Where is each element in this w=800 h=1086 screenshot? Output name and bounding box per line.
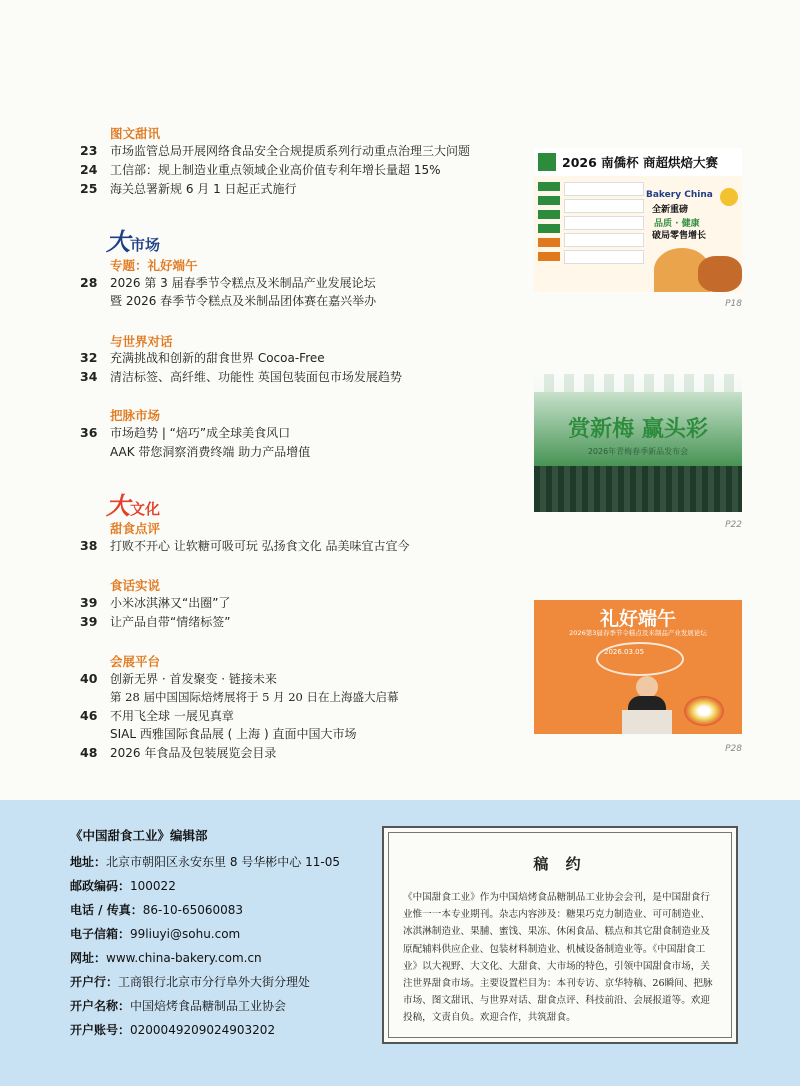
page-number: 34 <box>80 369 98 384</box>
toc-item[interactable] <box>80 594 230 612</box>
website-link[interactable]: www.china-bakery.com.cn <box>106 951 262 965</box>
info-row: 邮政编码：100022 <box>70 879 176 893</box>
page-number: 46 <box>80 708 98 723</box>
notice-text: 《中国甜食工业》作为中国焙烤食品糖制品工业协会会刊，是中国甜食行业惟一一本专业期刊。杂志内容涉及：糖果巧克力制造业、可可制造业、冰淇淋制造业、果脯、蜜饯、果冻、休闲食品、糕点和其它甜食制造业及原配辅料供应企业、包装材料制造业、机械设备制造业等。《中国甜食工业》以大视野、大文化、大甜食、大市场的特色，引领中国甜食市场，关注世界甜食市场。主要设置栏目为：本刊专访、京华特稿、26瞬间、把脉市场、图文甜讯、与世界对话、甜食点评、科技前沿、会展报道等。欢迎投稿，文责自负。欢迎合作，共筑甜食。 <box>403 892 713 1024</box>
toc-item[interactable] <box>80 670 277 688</box>
page-number: 38 <box>80 538 98 553</box>
picture-page-label: P18 <box>725 299 742 309</box>
page-number: 36 <box>80 425 98 440</box>
picture-page-label: P22 <box>725 520 742 530</box>
toc-text: 工信部：规上制造业重点领域企业高价值专利年增长量超 15% <box>110 163 441 177</box>
section-title-review: 甜食点评 <box>110 521 161 536</box>
audience <box>534 466 742 512</box>
section-title-zhuanti: 专题：礼好端午 <box>110 258 198 273</box>
toc-text: 打败不开心 让软糖可吸可玩 弘扬食文化 品美味宜古宜今 <box>110 539 410 553</box>
page-number: 39 <box>80 614 98 629</box>
toc-text: 创新无界 · 首发聚变 · 链接未来 <box>110 672 277 686</box>
toc-text: 2026 第 3 届春季节令糕点及米制品产业发展论坛 <box>110 276 376 290</box>
page-number: 40 <box>80 671 98 686</box>
editorial-title: 《中国甜食工业》编辑部 <box>70 828 208 843</box>
toc-item[interactable] <box>80 368 402 386</box>
email-link[interactable]: 99liuyi@sohu.com <box>130 927 241 941</box>
page-number: 23 <box>80 143 98 158</box>
section-title-pulse: 把脉市场 <box>110 408 161 423</box>
toc-item[interactable] <box>80 161 441 179</box>
toc-text: 充满挑战和创新的甜食世界 Cocoa-Free <box>110 351 325 365</box>
toc-text: 清洁标签、高纤维、功能性 英国包装面包市场发展趋势 <box>110 370 402 384</box>
page-number: 32 <box>80 350 98 365</box>
toc-item[interactable] <box>80 274 376 292</box>
section-title-talk: 食话实说 <box>110 578 161 593</box>
toc-item[interactable] <box>80 180 297 198</box>
toc-item[interactable] <box>80 744 276 762</box>
info-row: 电话 / 传真：86-10-65060083 <box>70 903 244 917</box>
section-title-expo: 会展平台 <box>110 654 161 669</box>
info-row: 开户账号：0200049209024903202 <box>70 1023 276 1037</box>
toc-text: 市场监管总局开展网络食品安全合规提质系列行动重点治理三大问题 <box>110 144 471 158</box>
section-title-world: 与世界对话 <box>110 334 173 349</box>
flower-icon <box>684 696 724 726</box>
page-number: 48 <box>80 745 98 760</box>
toc-subtext: SIAL 西雅国际食品展 ( 上海 ) 直面中国大市场 <box>110 727 357 741</box>
toc-item[interactable] <box>80 142 470 160</box>
heading-market: 大市场 <box>106 227 161 256</box>
toc-item[interactable] <box>80 537 409 555</box>
thumbnail-p28[interactable]: 礼好端午 2026第3届春季节令糕点及米制品产业发展论坛 2026.03.05 <box>534 600 742 734</box>
page-number: 39 <box>80 595 98 610</box>
toc-item[interactable] <box>80 349 325 367</box>
thumb-headline: 2026 南僑杯 商超烘焙大赛 <box>562 155 718 170</box>
picture-page-label: P28 <box>725 744 742 754</box>
toc-subtext: 暨 2026 春季节令糕点及米制品团体赛在嘉兴举办 <box>110 294 377 308</box>
notice-title: 稿 约 <box>533 855 587 873</box>
info-row: 开户行：工商银行北京市分行阜外大街分理处 <box>70 975 311 989</box>
toc-text: 小米冰淇淋又“出圈”了 <box>110 596 231 610</box>
toc-subtext: AAK 带您洞察消费终端 助力产品增值 <box>110 445 311 459</box>
toc-item[interactable] <box>80 613 230 631</box>
toc-text: 市场趋势 | “焙巧”成全球美食风口 <box>110 426 291 440</box>
toc-subtext: 第 28 届中国国际焙烤展将于 5 月 20 日在上海盛大启幕 <box>110 690 399 704</box>
page-number: 25 <box>80 181 98 196</box>
page-number: 24 <box>80 162 98 177</box>
thumbnail-p18[interactable]: 2026 南僑杯 商超烘焙大赛 Bakery China 全新重磅 品质 · 健康 破局零售增长 <box>534 148 742 292</box>
toc-text: 2026 年食品及包装展览会目录 <box>110 746 277 760</box>
logo-icon <box>538 153 556 171</box>
toc-text: 海关总署新规 6 月 1 日起正式施行 <box>110 182 297 196</box>
toc-text: 让产品自带“情绪标签” <box>110 615 231 629</box>
submission-notice <box>382 826 738 1044</box>
info-row: 电子信箱：99liuyi@sohu.com <box>70 927 241 941</box>
section-title-tuwen: 图文甜讯 <box>110 126 161 141</box>
bread-icon <box>698 256 742 292</box>
thumb-headline: 礼好端午 <box>599 608 676 630</box>
toc-item[interactable] <box>80 707 234 725</box>
thumbnail-p22[interactable]: 赏新梅 赢头彩 2026年青梅春季新品发布会 <box>534 374 742 512</box>
heading-culture: 大文化 <box>106 491 161 520</box>
podium <box>622 710 672 734</box>
toc-item[interactable] <box>80 424 290 442</box>
page-number: 28 <box>80 275 98 290</box>
star-icon <box>720 188 738 206</box>
toc-text: 不用飞全球 一展见真章 <box>110 709 234 723</box>
speaker-head <box>636 676 658 698</box>
info-row: 地址：北京市朝阳区永安东里 8 号华彬中心 11-05 <box>70 855 340 869</box>
thumb-headline: 赏新梅 赢头彩 <box>568 416 708 442</box>
info-row: 网址：www.china-bakery.com.cn <box>70 951 262 965</box>
info-row: 开户名称：中国焙烤食品糖制品工业协会 <box>70 999 287 1013</box>
